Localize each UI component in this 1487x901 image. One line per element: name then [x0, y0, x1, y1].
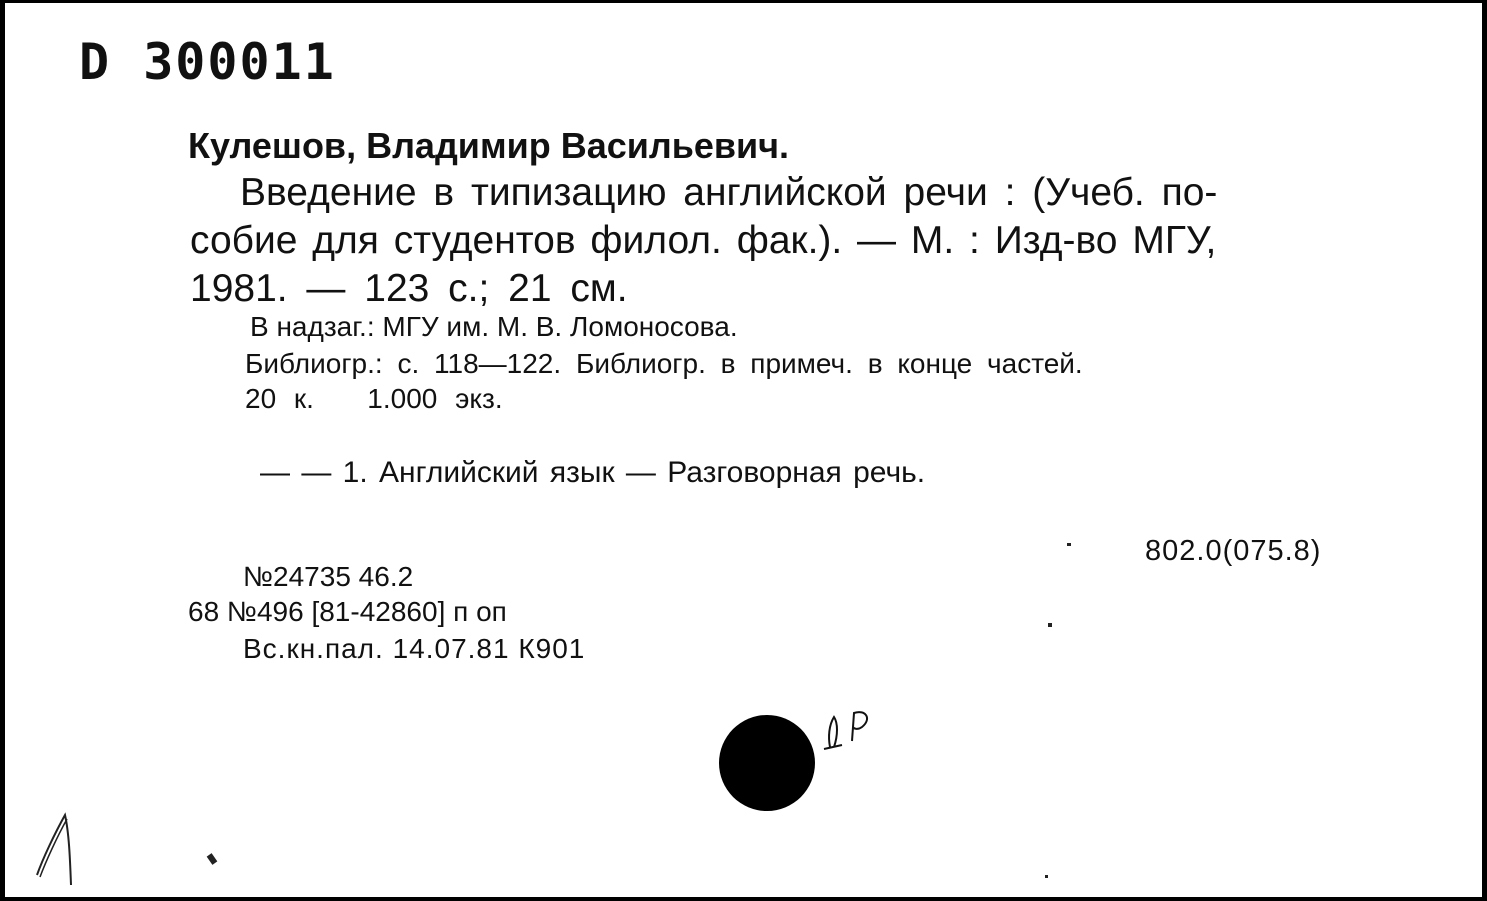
classification-number: 802.0(075.8) — [1145, 535, 1322, 567]
note-price-print-run: 20 к. 1.000 экз. — [245, 383, 503, 414]
order-line-3: Вс.кн.пал. 14.07.81 К901 — [243, 633, 586, 664]
note-bibliography: Библиогр.: с. 118—122. Библиогр. в примеч. в конце частей. — [245, 348, 1083, 379]
note-parallel-title: В надзаг.: МГУ им. М. В. Ломоносова. — [250, 311, 738, 342]
punch-hole — [719, 715, 815, 811]
title-line-2: собие для студентов филол. фак.). — М. : Изд-во МГУ, — [190, 219, 1217, 262]
handwritten-hole-mark — [820, 703, 880, 755]
ink-speck — [1045, 875, 1048, 878]
order-line-1: №24735 46.2 — [243, 561, 414, 592]
title-line-3: 1981. — 123 с.; 21 см. — [190, 267, 628, 310]
handwritten-side-mark — [33, 803, 83, 893]
ink-speck — [207, 853, 218, 865]
author-heading: Кулешов, Владимир Васильевич. — [188, 125, 790, 166]
order-line-2: 68 №496 [81-42860] п оп — [188, 596, 507, 627]
ink-speck — [1067, 543, 1071, 546]
subject-heading: — — 1. Английский язык — Разговорная речь. — [260, 456, 926, 489]
ink-speck — [1048, 623, 1052, 627]
title-line-1: Введение в типизацию английской речи : (Учеб. по- — [240, 171, 1218, 214]
call-number: D 300011 — [79, 33, 336, 91]
